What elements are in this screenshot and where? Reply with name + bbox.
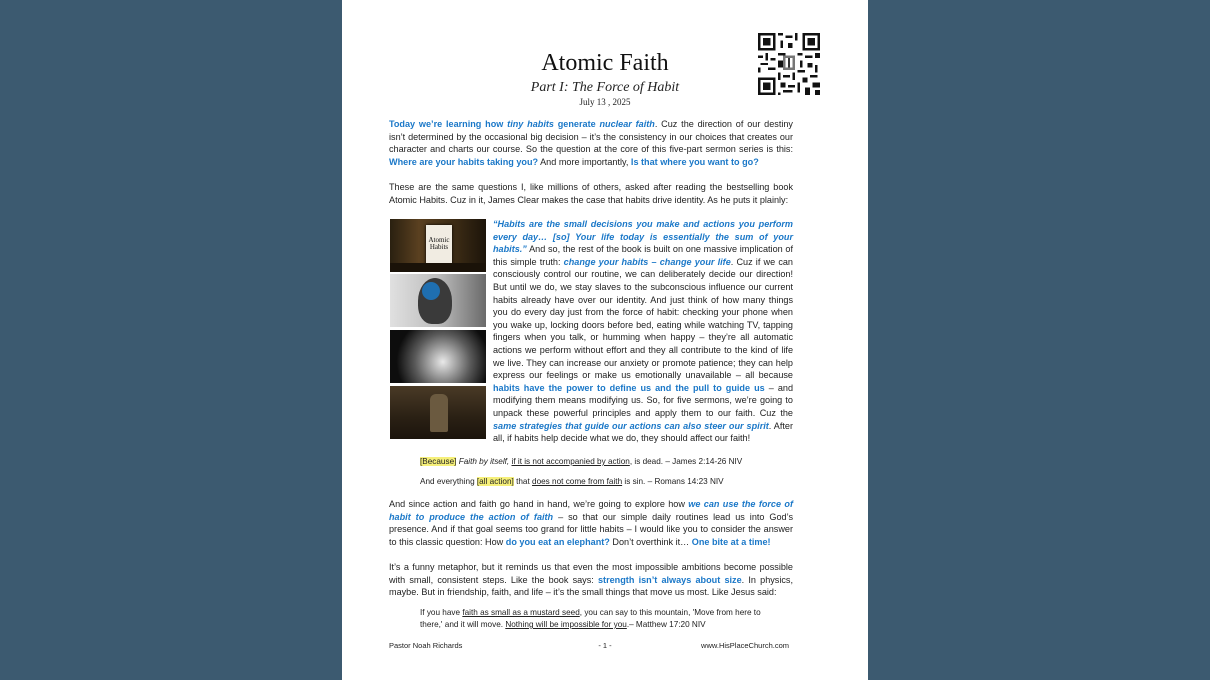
book-cover-title: Atomic Habits [428, 236, 450, 251]
p5-text: . In physics, maybe. But in friendship, faith, and life – it’s the small things that move us most. Like Jesus said: [389, 574, 793, 598]
intro-span: Where are your habits taking you? [389, 156, 539, 167]
library-photo [390, 386, 486, 439]
intro-span: generate [557, 119, 596, 129]
book-photo [390, 219, 486, 272]
main-text: . Cuz if we can consciously control our routine, we can deliberately decide our direction! But until we do, we stay slaves to the subconscious influence our current habits already have over our identity. And just think of how many things you do every day just from the force of habit: checking your phone when you wake up, locking doors before bed, eating while watching TV, tapping fingers when you talk, or humming when happy – they’re all automatic actions we perform without effort and they all contribute to the kind of life we live. They can increase our anxiety or promote patience; they can help express our feelings or make us emotionally unavailable – all because [493, 256, 793, 381]
p4-text: And since action and faith go hand in hand, we’re going to explore how [389, 499, 685, 509]
hand-photo [390, 330, 486, 383]
verse-underline: does not come from faith [532, 477, 623, 486]
footer-page-number: - 1 - [598, 641, 612, 650]
main-emphasis: same strategies that guide our actions can also steer our spirit [493, 420, 769, 431]
verse-matthew [420, 607, 775, 631]
page-title: Atomic Faith [541, 50, 669, 76]
verse-romans [420, 477, 800, 486]
verse-text: And everything [420, 477, 475, 486]
verse-text: is sin. – Romans 14:23 NIV [624, 477, 724, 486]
verse-underline: if it is not accompanied by action [511, 457, 630, 466]
main-paragraph [493, 218, 793, 445]
main-emphasis: habits have the power to define us and the pull to guide us [493, 382, 765, 393]
verse-text: , is dead. – James 2:14-26 NIV [629, 457, 743, 466]
footer-website[interactable]: www.HisPlaceChurch.com [701, 641, 789, 650]
footer-author: Pastor Noah Richards [389, 641, 463, 650]
verse-text: that [516, 477, 530, 486]
intro-span: Today we’re learning how [389, 119, 504, 129]
verse-underline: faith as small as a mustard seed [462, 608, 580, 617]
p4-text: Don’t overthink it… [612, 536, 690, 547]
main-text: . After all, if habits help decide what we do, they should affect our faith! [493, 420, 793, 444]
p4-emphasis: One bite at a time! [691, 536, 771, 547]
p5-emphasis: strength isn’t always about size [598, 574, 742, 585]
p5-text: It’s a funny metaphor, but it reminds us that even the most impossible ambitions become possible with small, consistent steps. Like the book says: [389, 562, 793, 585]
paragraph-5 [389, 561, 793, 599]
page-subtitle: Part I: The Force of Habit [530, 80, 680, 95]
book-quote: “Habits are the small decisions you make and actions you perform every day… [so] Your life today is essentially the sum of your habits.” [493, 219, 793, 255]
intro-paragraph [389, 118, 793, 168]
verse-text: , you can say to this mountain, 'Move from here to there,' and it will move. [420, 608, 761, 629]
intro-span: And more importantly, [540, 156, 629, 167]
head-photo [390, 274, 486, 327]
verse-text: Faith by itself, [458, 457, 510, 466]
intro-span: nuclear faith [599, 119, 655, 129]
qr-code-icon [758, 33, 820, 95]
p4-emphasis: do you eat an elephant? [505, 536, 610, 547]
page-date: July 13 , 2025 [579, 97, 631, 107]
verse-underline: Nothing will be impossible for you [505, 620, 627, 629]
p4-text: – so that our simple daily routines lead us into God’s presence. And if that goal seems too grand for little habits – I would like you to consider the answer to this classic question: How [389, 511, 794, 547]
main-text: – and modifying them means modifying us. So, for five sermons, we’re going to unpack these powerful principles and apply them to our faith. Cuz the [493, 382, 793, 418]
verse-james [420, 457, 800, 466]
intro-span: tiny habits [507, 119, 554, 129]
main-emphasis: change your habits – change your life [563, 256, 731, 267]
intro-span: . Cuz the direction of our destiny isn’t determined by the occasional big decision – it’s the consistency in our choices that creates our character and charts our course. So the question at the core of this five-part sermon series is this: [389, 119, 793, 155]
paragraph-2: These are the same questions I, like millions of others, asked after reading the bestselling book Atomic Habits. Cuz in it, James Clear makes the case that habits drive identity. As he puts it plainly: [389, 182, 793, 205]
main-text: And so, the rest of the book is built on one massive implication of this simple truth: [493, 244, 793, 267]
verse-highlight: [Because] [420, 457, 457, 466]
verse-highlight: [all action] [476, 477, 514, 486]
verse-text: .– Matthew 17:20 NIV [626, 620, 706, 629]
document-page [342, 0, 868, 680]
p4-emphasis: we can use the force of habit to produce the action of faith [389, 499, 793, 522]
verse-text: If you have [420, 608, 461, 617]
paragraph-4 [389, 498, 793, 548]
intro-span: Is that where you want to go? [630, 156, 759, 167]
